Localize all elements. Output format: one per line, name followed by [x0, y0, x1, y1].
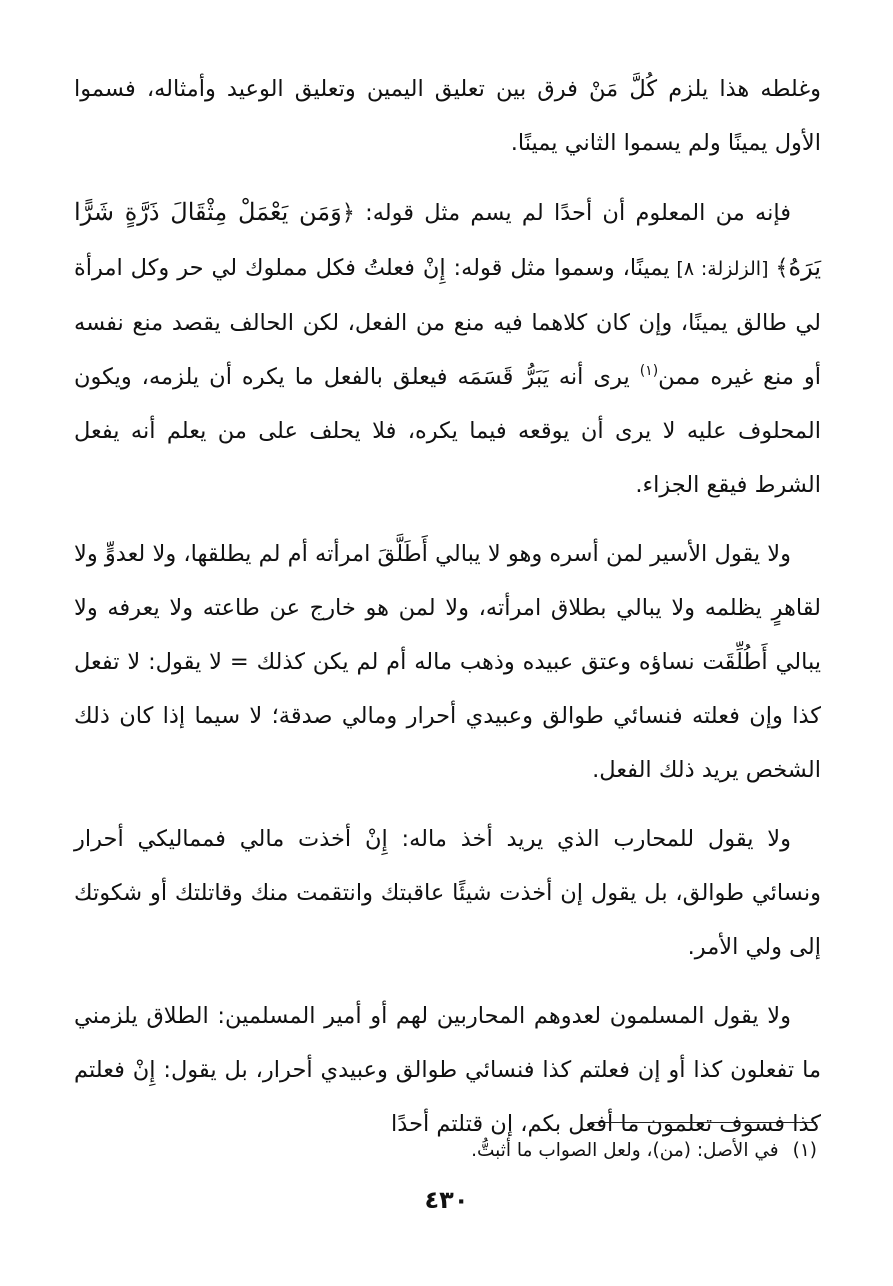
footnote-number: (١) [792, 1140, 817, 1161]
paragraph-1: وغلطه هذا يلزم كُلَّ مَنْ فرق بين تعليق اليمين وتعليق الوعيد وأمثاله، فسموا الأول يمينًا ولم يسموا الثاني يمينًا. [74, 76, 821, 156]
paragraph-2-end: يرى أنه يَبَرُّ قَسَمَه فيعلق بالفعل ما يكره أن يلزمه، ويكون المحلوف عليه لا يرى أن يوقعه فيما يكره، فلا يحلف على من يعلم أنه يفعل الشرط فيقع الجزاء. [74, 364, 821, 498]
verse-close-bracket: ﴾ [775, 255, 789, 281]
footnote-separator [590, 1122, 816, 1123]
quran-verse: وَمَن يَعْمَلْ مِثْقَالَ ذَرَّةٍ شَرًّا يَرَهُ [74, 198, 822, 281]
paragraph-3: ولا يقول الأسير لمن أسره وهو لا يبالي أَطَلَّقَ امرأته أم لم يطلقها، ولا لعدوٍّ ولا لقاهرٍ يظلمه ولا يبالي بطلاق امرأته، ولا لمن هو خارج عن طاعته ولا يعرفه ولا يبالي أَطُلِّقَت نساؤه وعتق عبيده وذهب ماله أم لم يكن كذلك = لا يقول: لا تفعل كذا وإن فعلته فنسائي طوالق وعبيدي أحرار ومالي صدقة؛ لا سيما إذا كان ذلك الشخص يريد ذلك الفعل. [74, 541, 821, 783]
footnote-text: في الأصل: (من)، ولعل الصواب ما أثبتُّ. [471, 1140, 779, 1161]
verse-open-bracket: ﴿ [341, 200, 355, 226]
paragraph-5: ولا يقول المسلمون لعدوهم المحاربين لهم أو أمير المسلمين: الطلاق يلزمني ما تفعلون كذا أو إن فعلتم كذا فنسائي طوالق وعبيدي أحرار، بل يقول: إِنْ فعلتم كذا فسوف تعلمون ما أفعل بكم، إن قتلتم أحدًا [74, 1003, 821, 1137]
verse-reference: [الزلزلة: ٨] [669, 258, 776, 280]
paragraph-2-body: يمينًا، وسموا مثل قوله: إِنْ فعلتُ فكل مملوك لي حر وكل امرأة لي طالق يمينًا، وإن كان كلاهما فيه منع من الفعل، لكن الحالف يقصد منع نفسه أو منع غيره ممن [74, 255, 821, 390]
paragraph-4: ولا يقول للمحارب الذي يريد أخذ ماله: إِنْ أخذت مالي فمماليكي أحرار ونسائي طوالق، بل يقول إن أخذت شيئًا عاقبتك وانتقمت منك وقاتلتك أو شكوتك إلى ولي الأمر. [74, 826, 821, 960]
paragraph-2-intro: فإنه من المعلوم أن أحدًا لم يسم مثل قوله: [354, 200, 791, 226]
footnote [74, 1136, 817, 1166]
paragraph-2 [74, 185, 821, 512]
page-number: ٤٣٠ [424, 1186, 469, 1214]
body-text [74, 62, 821, 1166]
footnote-marker[interactable]: (١) [639, 363, 659, 379]
